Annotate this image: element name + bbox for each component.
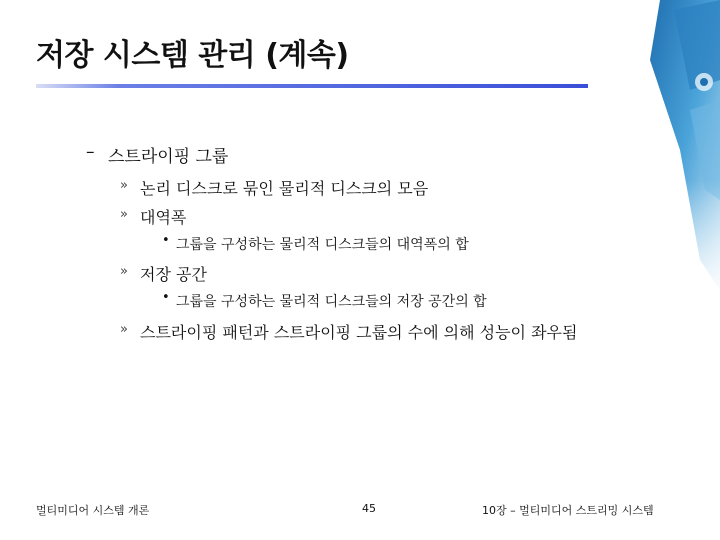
list-item bbox=[120, 262, 207, 285]
dot-marker: • bbox=[162, 233, 170, 248]
bullet-text: 대역폭 bbox=[140, 208, 187, 227]
slide-title: 저장 시스템 관리 (계속) bbox=[36, 38, 349, 73]
bullet-text: 그룹을 구성하는 물리적 디스크들의 저장 공간의 합 bbox=[176, 294, 487, 310]
chevron-marker: » bbox=[120, 178, 128, 193]
title-underline bbox=[36, 84, 588, 88]
footer-page-number: 45 bbox=[362, 502, 376, 515]
bullet-text: 스트라이핑 그룹 bbox=[108, 147, 229, 167]
corner-decoration-image bbox=[630, 0, 720, 290]
footer-chapter-title: 10장 – 멀티미디어 스트리밍 시스템 bbox=[482, 504, 654, 517]
list-item bbox=[120, 205, 187, 228]
list-item bbox=[162, 233, 469, 254]
footer-course-title: 멀티미디어 시스템 개론 bbox=[36, 504, 150, 517]
bullet-text: 저장 공간 bbox=[140, 265, 207, 284]
dot-marker: • bbox=[162, 290, 170, 305]
bullet-text: 그룹을 구성하는 물리적 디스크들의 대역폭의 합 bbox=[176, 237, 469, 253]
chevron-marker: » bbox=[120, 322, 128, 337]
list-item bbox=[120, 176, 429, 199]
list-item bbox=[120, 320, 578, 343]
bullet-text: 스트라이핑 패턴과 스트라이핑 그룹의 수에 의해 성능이 좌우됨 bbox=[140, 323, 578, 342]
chevron-marker: » bbox=[120, 207, 128, 222]
list-item bbox=[162, 290, 487, 311]
chevron-marker: » bbox=[120, 264, 128, 279]
level1-bullet bbox=[86, 142, 229, 167]
bullet-text: 논리 디스크로 묶인 물리적 디스크의 모음 bbox=[140, 179, 429, 198]
dash-marker: – bbox=[86, 142, 95, 162]
